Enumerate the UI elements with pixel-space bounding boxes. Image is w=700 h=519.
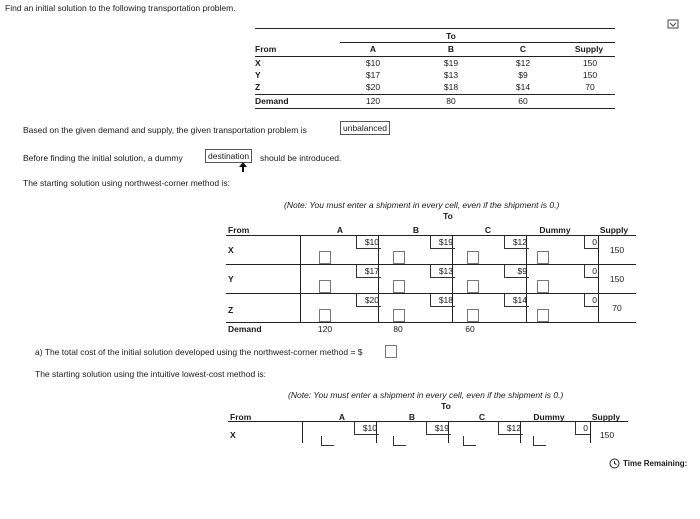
cost-cell: 0 <box>584 294 599 307</box>
shipment-input[interactable] <box>321 436 334 446</box>
cost-cell: $13 <box>430 265 455 278</box>
cost-cell: $12 <box>498 422 523 435</box>
shipment-input[interactable] <box>319 251 331 264</box>
demand-cell: 80 <box>446 96 456 106</box>
page-icon[interactable] <box>667 19 679 31</box>
shipment-input[interactable] <box>393 436 406 446</box>
shipment-input[interactable] <box>537 280 549 293</box>
shipment-input[interactable] <box>467 309 479 322</box>
col-header-c: C <box>484 225 492 235</box>
cost-cell: $20 <box>365 82 381 92</box>
supply-cell: 150 <box>609 274 625 284</box>
lowest-cost-note: (Note: You must enter a shipment in every cell, even if the shipment is 0.) <box>288 390 564 400</box>
cost-cell: $13 <box>443 70 459 80</box>
demand-cell: 120 <box>365 96 381 106</box>
demand-cell: 120 <box>317 324 333 334</box>
cost-cell: $19 <box>426 422 451 435</box>
cost-cell: $14 <box>515 82 531 92</box>
shipment-input[interactable] <box>393 309 405 322</box>
supply-cell: 150 <box>582 58 598 68</box>
shipment-input[interactable] <box>467 280 479 293</box>
demand-label: Demand <box>255 96 289 106</box>
demand-label: Demand <box>228 324 262 334</box>
row-label-x: X <box>230 430 236 440</box>
cost-cell: 0 <box>584 265 599 278</box>
balance-select[interactable]: unbalanced <box>340 121 390 135</box>
cost-cell: 0 <box>584 236 599 249</box>
row-label-y: Y <box>228 274 234 284</box>
col-header-a: A <box>338 412 346 422</box>
row-label-z: Z <box>228 305 234 315</box>
cost-cell: $10 <box>365 58 381 68</box>
shipment-input[interactable] <box>463 436 476 446</box>
cost-cell: $12 <box>515 58 531 68</box>
question-text: Find an initial solution to the following transportation problem. <box>5 3 236 13</box>
supply-cell: 150 <box>609 245 625 255</box>
to-header: To <box>443 211 453 221</box>
col-header-dummy: Dummy <box>533 412 565 422</box>
row-label-x: X <box>255 58 261 68</box>
cost-cell: $9 <box>518 70 528 80</box>
row-label-z: Z <box>255 82 261 92</box>
cost-cell: $10 <box>354 422 379 435</box>
col-header-a: A <box>369 44 377 54</box>
shipment-input[interactable] <box>319 280 331 293</box>
demand-cell: 60 <box>465 324 475 334</box>
northwest-note: (Note: You must enter a shipment in every cell, even if the shipment is 0.) <box>284 200 560 210</box>
time-remaining-label: Time Remaining: <box>623 459 688 468</box>
shipment-input[interactable] <box>533 436 546 446</box>
cost-cell: $17 <box>365 70 381 80</box>
to-header: To <box>446 31 456 41</box>
cost-cell: $14 <box>504 294 529 307</box>
col-header-b: B <box>447 44 455 54</box>
shipment-input[interactable] <box>319 309 331 322</box>
cost-cell: $19 <box>443 58 459 68</box>
supply-header: Supply <box>574 44 604 54</box>
cost-cell: $9 <box>504 265 529 278</box>
balance-question: Based on the given demand and supply, the given transportation problem is <box>23 125 307 135</box>
shipment-input[interactable] <box>537 251 549 264</box>
lowest-cost-heading: The starting solution using the intuitive lowest-cost method is: <box>35 369 267 379</box>
cost-cell: $18 <box>430 294 455 307</box>
cost-cell: 0 <box>575 422 590 435</box>
shipment-input[interactable] <box>537 309 549 322</box>
col-header-c: C <box>478 412 486 422</box>
dummy-question-prefix: Before finding the initial solution, a dummy <box>23 153 183 163</box>
col-header-dummy: Dummy <box>539 225 571 235</box>
shipment-input[interactable] <box>393 251 405 264</box>
supply-cell: 70 <box>585 82 595 92</box>
clock-icon <box>609 458 620 471</box>
to-header: To <box>441 401 451 411</box>
cost-cell: $10 <box>356 236 381 249</box>
northwest-heading: The starting solution using northwest-corner method is: <box>23 178 230 188</box>
supply-header: Supply <box>599 225 629 235</box>
from-header: From <box>228 225 250 235</box>
cost-cell: $17 <box>356 265 381 278</box>
total-cost-input[interactable] <box>385 345 397 358</box>
total-cost-question: a) The total cost of the initial solution developed using the northwest-corner method = $ <box>35 347 363 357</box>
mouse-cursor-icon <box>239 162 247 174</box>
col-header-b: B <box>408 412 416 422</box>
cost-cell: $12 <box>504 236 529 249</box>
supply-cell: 70 <box>612 303 622 313</box>
shipment-input[interactable] <box>467 251 479 264</box>
cost-cell: $18 <box>443 82 459 92</box>
shipment-input[interactable] <box>393 280 405 293</box>
row-label-x: X <box>228 245 234 255</box>
dummy-select[interactable]: destination <box>205 149 252 163</box>
from-header: From <box>255 44 277 54</box>
col-header-c: C <box>519 44 527 54</box>
cost-cell: $20 <box>356 294 381 307</box>
col-header-a: A <box>336 225 344 235</box>
demand-cell: 80 <box>393 324 403 334</box>
from-header: From <box>230 412 252 422</box>
row-label-y: Y <box>255 70 261 80</box>
cost-cell: $19 <box>430 236 455 249</box>
col-header-b: B <box>412 225 420 235</box>
supply-header: Supply <box>591 412 621 422</box>
dummy-question-suffix: should be introduced. <box>260 153 342 163</box>
demand-cell: 60 <box>518 96 528 106</box>
supply-cell: 150 <box>582 70 598 80</box>
supply-cell: 150 <box>599 430 615 440</box>
